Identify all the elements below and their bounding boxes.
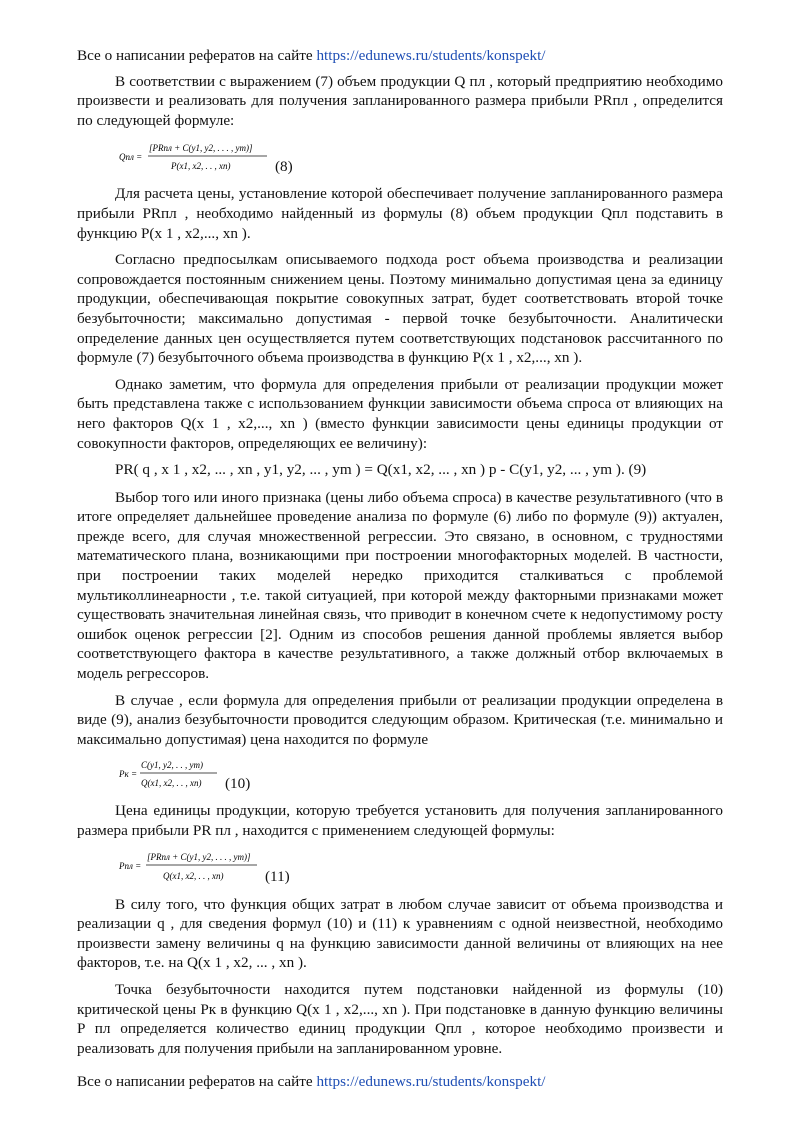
paragraph-9: Точка безубыточности находится путем подстановки найденной из формулы (10) критической цены Pк в функцию Q(x 1 , x2,..., xn ). При подстановке в данную функцию величины P пл определяется количество единиц продукции Qпл , которое необходимо произвести и реализовать для получения прибыли на запланированном уровне.	[77, 980, 723, 1057]
header-text: Все о написании рефератов на сайте	[77, 47, 317, 64]
paragraph-8: В силу того, что функция общих затрат в любом случае зависит от объема производства и реализации q , для сведения формул (10) и (11) к уравнениям с одной неизвестной, необходимо произвести замену величины q на функцию зависимости данной величины от влияющих на нее факторов, т.е. на Q(x 1 , x2, ... , xn ).	[77, 895, 723, 972]
formula-9-line: PR( q , x 1 , x2, ... , xn , y1, y2, ... , ym ) = Q(x1, x2, ... , xn ) p - C(y1, y2, ... , ym ). (9)	[115, 461, 647, 479]
formula-11	[119, 849, 723, 887]
paragraph-2: Для расчета цены, установление которой обеспечивает получение запланированного размера прибыли PRпл , необходимо найденный из формулы (8) объем продукции Qпл подставить в функцию P(x 1 , x2,..., xn ).	[77, 185, 723, 242]
page-header	[77, 46, 723, 66]
formula-10-lhs: Pк =	[119, 769, 138, 780]
formula-8-denominator: P(x1, x2, . . , xn)	[171, 161, 231, 172]
formula-11-image	[119, 849, 259, 887]
paragraph-5: Выбор того или иного признака (цены либо объема спроса) в качестве результативного (что в итоге определяет дальнейшее проведение анализа по формуле (6) либо по формуле (9)) актуален, прежде всего, для случая множественной регрессии. Это связано, в основном, с трудностями математического плана, возникающими при построении многофакторных моделей. В частности, при построении таких моделей нередко приходится сталкиваться с проблемой мультиколлинеарности , т.е. такой ситуацией, при которой между факторными признаками может существовать значительная линейная связь, что приводит в конечном счете к недопустимому росту ошибок оценок регрессии [2]. Одним из способов решения данной проблемы является выбор соответствующего фактора в качестве результативного, а также должный отбор включаемых в модель регрессоров.	[77, 488, 723, 683]
formula-8	[119, 138, 723, 176]
paragraph-4: Однако заметим, что формула для определения прибыли от реализации продукции может быть представлена также с использованием функции зависимости объема спроса от влияющих на него факторов Q(x 1 , x2,..., xn ) (вместо функции зависимости цены единицы продукции от совокупности факторов, определяющих ее величину):	[77, 375, 723, 452]
formula-10-numerator: C(y1, y2, . . , ym)	[141, 760, 203, 771]
formula-10-image	[119, 757, 219, 793]
formula-8-number: (8)	[275, 157, 293, 175]
formula-11-lhs: Pпл =	[119, 860, 142, 871]
document-page	[77, 46, 723, 1092]
formula-11-number: (11)	[265, 868, 290, 885]
formula-8-lhs: Qпл =	[119, 152, 143, 163]
formula-10-number: (10)	[225, 774, 251, 792]
footer-link[interactable]: https://edunews.ru/students/konspekt/	[316, 1073, 546, 1091]
paragraph-1: В соответствии с выражением (7) объем продукции Q пл , который предприятию необходимо произвести и реализовать для получения запланированного размера прибыли PRпл , определится по следующей формуле:	[77, 72, 723, 129]
formula-10-denominator: Q(x1, x2, . . , xn)	[141, 778, 202, 789]
paragraph-3: Согласно предпосылкам описываемого подхода рост объема производства и реализации сопровождается постоянным снижением цены. Поэтому минимально допустимая цена за единицу продукции, обеспечивающая покрытие совокупных затрат, будет соответствовать второй точке безубыточности; максимально допустимая - первой точке безубыточности. Аналитически определение данных цен осуществляется путем соответствующих подстановок рассчитанного по формуле (7) безубыточного объема производства в функцию P(x 1 , x2,..., xn ).	[77, 251, 723, 367]
formula-11-numerator: [PRпл + C(y1, y2, . . . , ym)]	[147, 851, 251, 862]
header-link[interactable]: https://edunews.ru/students/konspekt/	[316, 47, 546, 64]
page-footer	[77, 1072, 723, 1092]
footer-text: Все о написании рефератов на сайте	[77, 1073, 317, 1091]
paragraph-7: Цена единицы продукции, которую требуется установить для получения запланированного размера прибыли PR пл , находится с применением следующей формулы:	[77, 802, 723, 839]
formula-8-image	[119, 138, 269, 176]
formula-10	[119, 757, 723, 793]
formula-11-denominator: Q(x1, x2, . . , xn)	[163, 870, 224, 881]
formula-8-numerator: [PRпл + C(y1, y2, . . . , ym)]	[149, 143, 253, 154]
paragraph-6: В случае , если формула для определения прибыли от реализации продукции определена в виде (9), анализ безубыточности проводится следующим образом. Критическая (т.е. минимально и максимально допустимая) цена находится по формуле	[77, 691, 723, 748]
